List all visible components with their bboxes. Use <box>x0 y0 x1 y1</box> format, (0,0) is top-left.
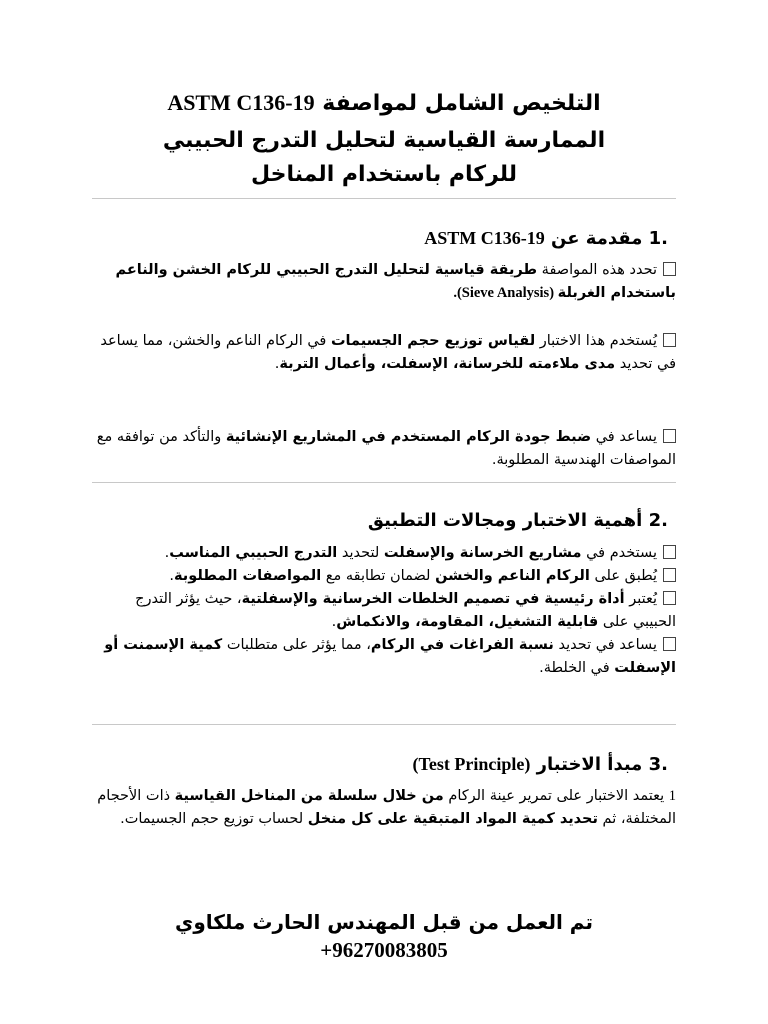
title-line2-text: الممارسة القياسية لتحليل التدرج الحبيبي <box>162 128 606 153</box>
text: . <box>331 614 337 630</box>
text: والتأكد من توافقه مع المواصفات الهندسية المطلوبة. <box>96 429 676 468</box>
text: ، حيث يؤثر التدرج الحبيبي على <box>135 591 676 630</box>
phone-number: +96270083805 <box>320 938 448 962</box>
text: . <box>164 545 170 561</box>
bold-text: طريقة قياسية لتحليل التدرج الحبيبي للركام الخشن والناعم باستخدام الغربلة <box>115 262 676 301</box>
text: يُستخدم هذا الاختبار <box>535 333 657 349</box>
bold-text: لقياس توزيع حجم الجسيمات <box>330 333 536 349</box>
bold-text: من خلال سلسلة من المناخل القياسية <box>174 788 444 804</box>
title-line3-text: للركام باستخدام المناخل <box>250 162 518 187</box>
text: يساعد في تحديد <box>553 637 657 653</box>
bold-text: التدرج الحبيبي المناسب <box>169 545 338 561</box>
missing-glyph-icon <box>663 429 676 443</box>
text: لضمان تطابقه مع <box>321 568 436 584</box>
missing-glyph-icon <box>663 637 676 651</box>
author-credit <box>92 908 676 964</box>
text: يُطبق على <box>589 568 657 584</box>
section2-heading <box>92 508 668 534</box>
section3-paragraph <box>92 785 676 831</box>
section1-heading-text: مقدمة عن <box>551 228 643 249</box>
text: في الركام الناعم والخشن، مما يساعد في تحديد <box>100 333 676 372</box>
section1-heading <box>92 225 668 252</box>
list-item <box>92 588 676 634</box>
text: يُعتبر <box>624 591 657 607</box>
bold-text: ضبط جودة الركام المستخدم في المشاريع الإنشائية <box>225 429 592 445</box>
section3-heading-english: (Test Principle) <box>412 754 531 774</box>
title-standard-code: ASTM C136-19 <box>167 90 315 115</box>
text: . <box>274 356 280 372</box>
text: يعتمد الاختبار على تمرير عينة الركام <box>443 788 669 804</box>
section1-paragraph2 <box>92 330 676 376</box>
list-item <box>92 542 676 565</box>
document-title-line1 <box>92 86 676 121</box>
missing-glyph-icon <box>663 545 676 559</box>
section2-number: .2 <box>648 510 668 531</box>
text: يستخدم في <box>581 545 657 561</box>
section2-heading-text: أهمية الاختبار ومجالات التطبيق <box>367 510 643 531</box>
section1-heading-code: ASTM C136-19 <box>424 228 545 248</box>
section1-number: .1 <box>648 228 668 249</box>
missing-glyph-icon <box>663 333 676 347</box>
section1-paragraph1 <box>92 259 676 305</box>
bold-text: نسبة الفراغات في الركام <box>370 637 554 653</box>
section1-paragraph3 <box>92 426 676 472</box>
text: في الخلطة. <box>539 660 615 676</box>
title-arabic: التلخيص الشامل لمواصفة <box>322 91 601 116</box>
missing-glyph-icon <box>663 262 676 276</box>
text: لحساب توزيع حجم الجسيمات. <box>120 811 308 827</box>
text: تحدد هذه المواصفة <box>537 262 657 278</box>
divider <box>92 724 676 725</box>
text: ذات الأحجام المختلفة، ثم <box>97 788 676 827</box>
divider <box>92 482 676 483</box>
section3-heading <box>92 751 668 778</box>
bold-text: تحديد كمية المواد المتبقية على كل منخل <box>307 811 598 827</box>
missing-glyph-icon <box>663 591 676 605</box>
divider <box>92 198 676 199</box>
list-item <box>92 565 676 588</box>
text: يساعد في <box>591 429 657 445</box>
section2-list <box>92 542 676 680</box>
bold-text: المواصفات المطلوبة <box>173 568 322 584</box>
section3-number: .3 <box>648 754 668 775</box>
text: . <box>169 568 174 584</box>
missing-glyph-icon <box>663 568 676 582</box>
latin-text: (Sieve Analysis). <box>453 285 558 301</box>
bold-text: أداة رئيسية في تصميم الخلطات الخرسانية والإسفلتية <box>241 591 625 607</box>
list-item <box>92 634 676 680</box>
bold-text: كمية الإسمنت أو الإسفلت <box>104 637 676 676</box>
bold-text: مدى ملاءمته للخرسانة، الإسفلت، وأعمال التربة <box>279 356 616 372</box>
document-title-line2 <box>92 124 676 192</box>
section3-heading-text: مبدأ الاختبار <box>536 754 643 775</box>
author-name: تم العمل من قبل المهندس الحارث ملكاوي <box>174 910 594 934</box>
item-number: 1 <box>668 788 676 804</box>
bold-text: قابلية التشغيل، المقاومة، والانكماش <box>336 614 599 630</box>
bold-text: مشاريع الخرسانة والإسفلت <box>383 545 582 561</box>
text: ، مما يؤثر على متطلبات <box>222 637 371 653</box>
bold-text: الركام الناعم والخشن <box>435 568 590 584</box>
text: لتحديد <box>337 545 384 561</box>
